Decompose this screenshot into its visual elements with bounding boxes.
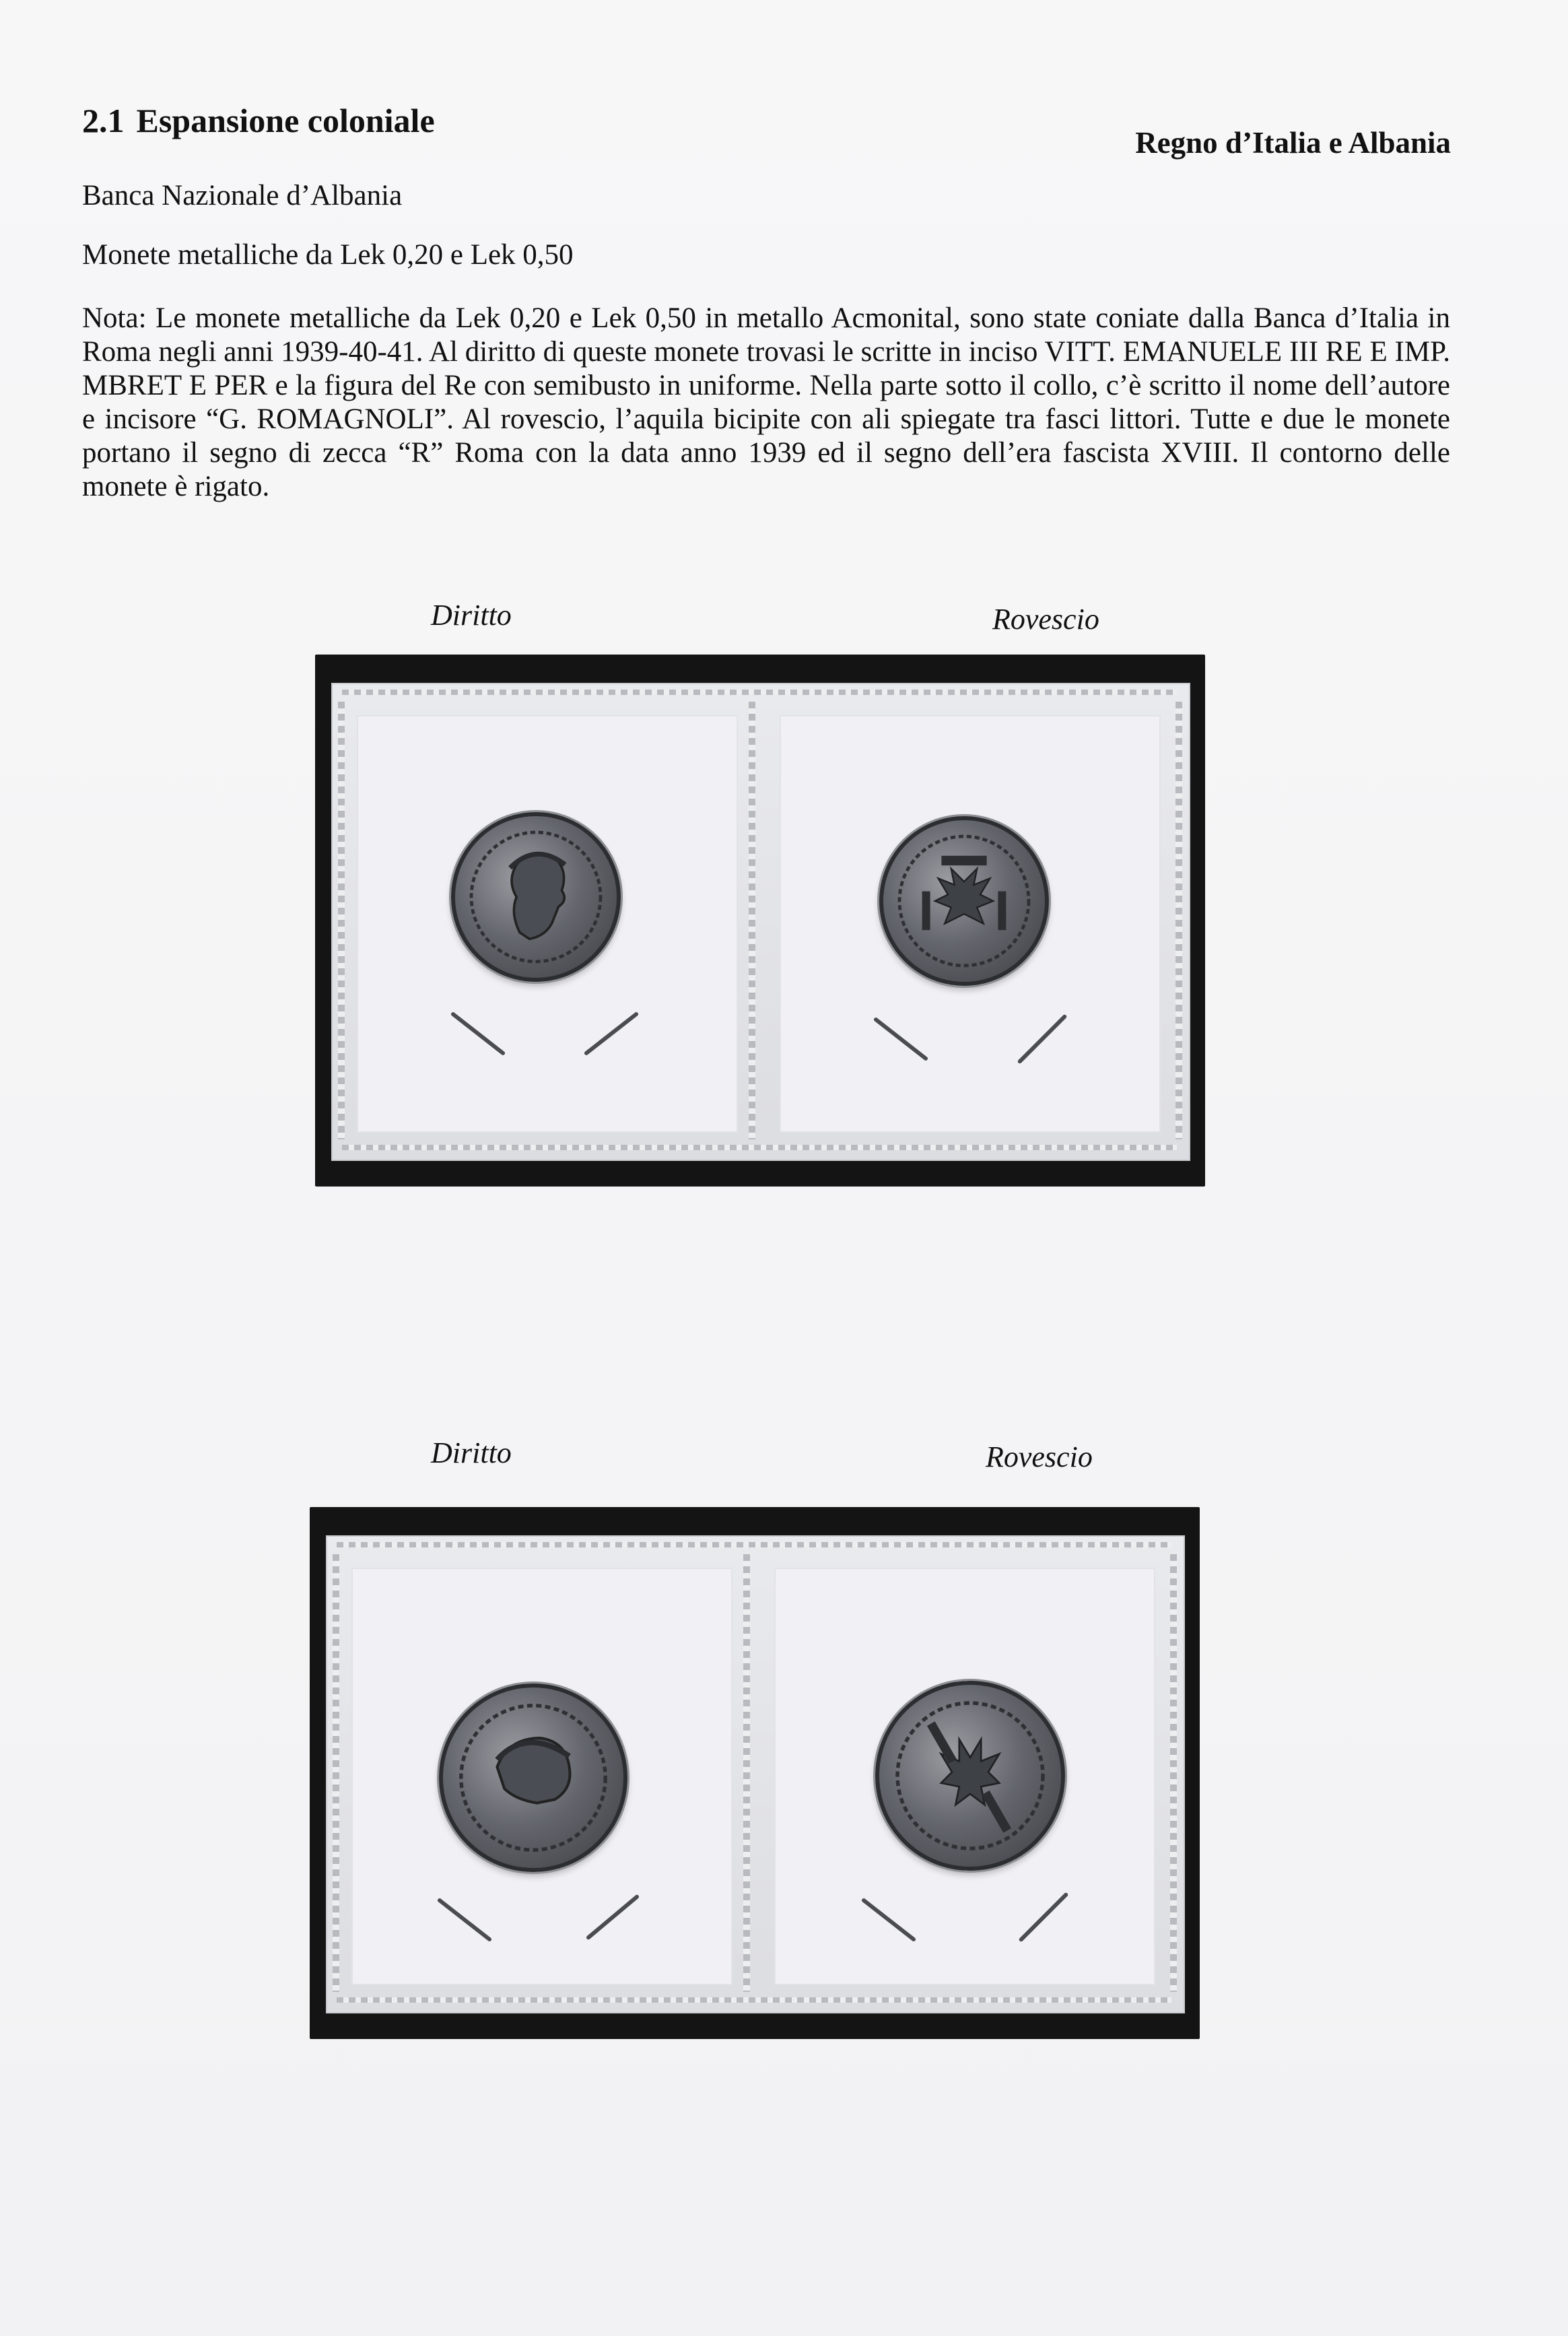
stitching-bottom	[342, 1145, 1177, 1150]
double-eagle-icon	[883, 820, 1045, 982]
card-slit-right	[1019, 1892, 1069, 1943]
reverse-caption-1: Rovescio	[992, 603, 1099, 636]
bank-subtitle: Banca Nazionale d’Albania	[82, 180, 403, 211]
card-slit-left	[450, 1011, 506, 1056]
description-note: Nota: Le monete metalliche da Lek 0,20 e Lek 0,50 in metallo Acmonital, sono state coniate dalla Banca d’Italia in Roma negli anni 1939-40-41. Al diritto di queste monete trovasi le scritte in inciso VITT. EMANUELE III RE E IMP. MBRET E PER e la figura del Re con semibusto in uniforme. Nella parte sotto il collo, c’è scritto il nome dell’autore e incisore “G. ROMAGNOLI”. Al rovescio, l’aquila bicipite con ali spiegate tra fasci littori. Tutte e due le monete portano il segno di zecca “R” Roma con la data anno 1939 ed il segno dell’era fascista XVIII. Il contorno delle monete è rigato.	[82, 302, 1450, 502]
card-slit-right	[586, 1894, 640, 1941]
section-title: Espansione coloniale	[136, 102, 435, 139]
obverse-caption-1: Diritto	[431, 599, 512, 632]
section-heading	[82, 101, 435, 140]
stitching-right	[1170, 1554, 1177, 1992]
card-slit-left	[873, 1017, 928, 1061]
reverse-card-2	[774, 1568, 1155, 1985]
coin-reverse-lek-050	[875, 1681, 1065, 1871]
stitching-left	[338, 702, 345, 1139]
stitching-left	[333, 1554, 339, 1992]
card-slit-right	[1017, 1014, 1068, 1065]
card-slit-right	[584, 1011, 639, 1056]
coin-reverse-lek-020	[879, 816, 1049, 986]
stitching-top	[337, 1542, 1171, 1547]
card-slit-left	[861, 1898, 916, 1942]
obverse-card-1	[357, 715, 738, 1133]
coin-holder-1	[315, 655, 1205, 1187]
coin-holder-2	[310, 1507, 1200, 2039]
obverse-caption-2: Diritto	[431, 1436, 512, 1469]
stitching-center	[749, 702, 755, 1139]
stitching-right	[1175, 702, 1182, 1139]
coin-obverse-lek-020	[451, 812, 621, 982]
stitching-center	[743, 1554, 750, 1992]
obverse-card-2	[351, 1568, 732, 1985]
coin-obverse-lek-050	[439, 1683, 627, 1872]
card-slit-left	[437, 1898, 492, 1942]
section-number: 2.1	[82, 102, 125, 139]
double-eagle-icon	[879, 1685, 1061, 1867]
reverse-caption-2: Rovescio	[986, 1440, 1093, 1473]
region-title: Regno d’Italia e Albania	[1135, 126, 1451, 160]
stitching-bottom	[337, 1997, 1171, 2003]
king-portrait-icon	[455, 816, 617, 978]
coins-subtitle: Monete metalliche da Lek 0,20 e Lek 0,50	[82, 239, 574, 271]
reverse-card-1	[780, 715, 1161, 1133]
king-portrait-icon	[443, 1688, 623, 1868]
stitching-top	[342, 690, 1177, 695]
